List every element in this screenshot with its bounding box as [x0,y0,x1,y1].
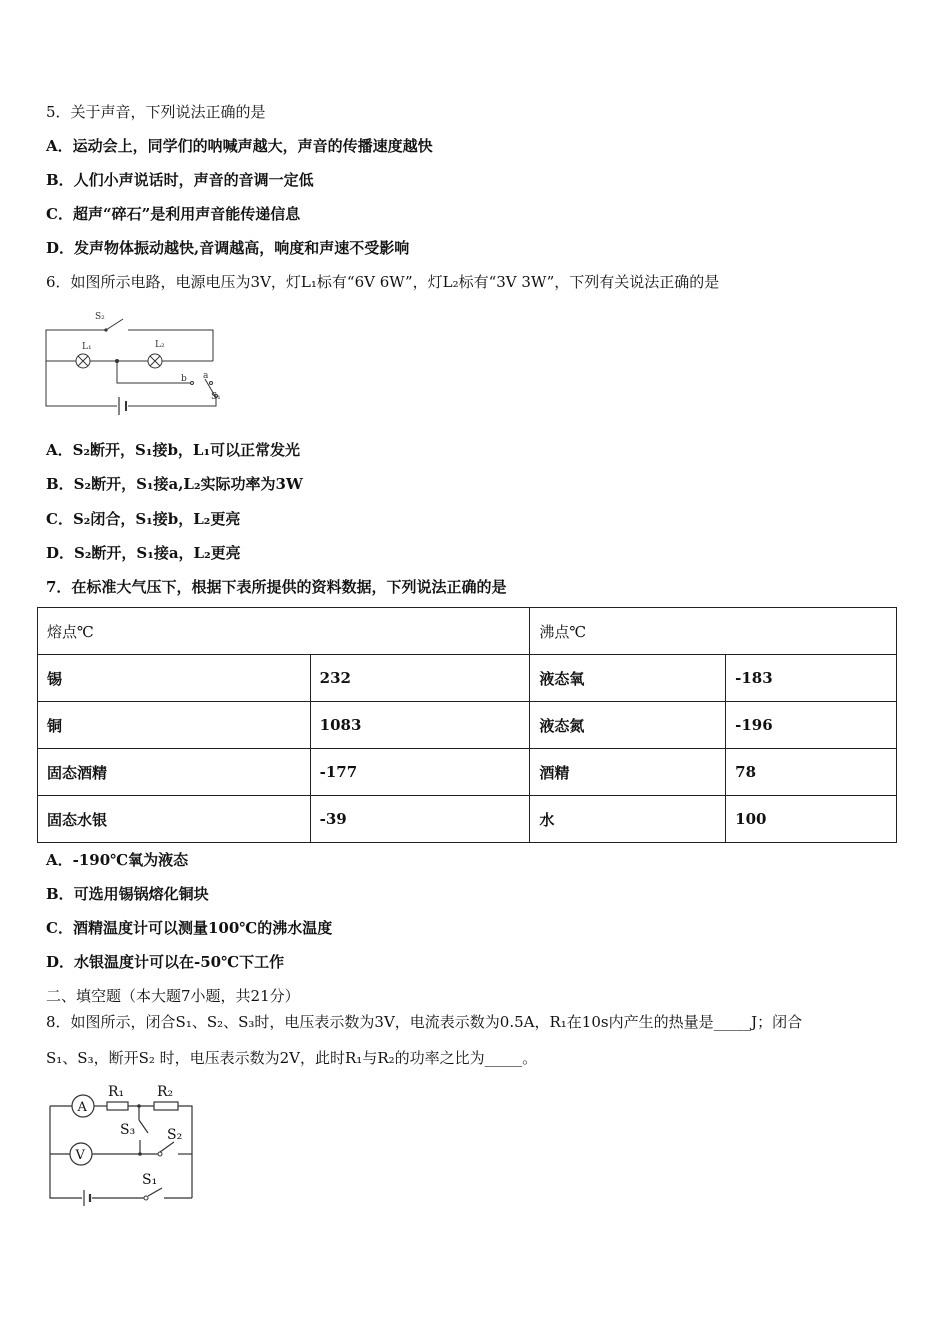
q7-option-d: D．水银温度计可以在-50℃下工作 [46,953,285,971]
q6-option-c: C．S₂闭合，S₁接b，L₂更亮 [46,510,241,528]
q6-label-l1: L₁ [82,342,92,352]
q6-option-b: B．S₂断开，S₁接a,L₂实际功率为3W [46,475,303,493]
table-cell: 78 [726,749,897,796]
table-cell: 水 [530,796,726,843]
q5-option-a: A．运动会上，同学们的呐喊声越大，声音的传播速度越快 [46,137,433,155]
q6-stem: 6．如图所示电路，电源电压为3V，灯L₁标有“6V 6W”，灯L₂标有“3V 3W”，下列有关说法正确的是 [46,273,720,291]
q8-line-1: 8．如图所示，闭合S₁、S₂、S₃时，电压表示数为3V，电流表示数为0.5A，R₁在10s内产生的热量是_____J；闭合 [46,1013,803,1031]
q6-option-a: A．S₂断开，S₁接b，L₁可以正常发光 [46,441,301,459]
table-cell: -39 [310,796,530,843]
q6-label-s2: S₂ [95,312,105,322]
table-cell: 液态氧 [530,655,726,702]
table-header-melting: 熔点℃ [38,608,530,655]
table-cell: 锡 [38,655,311,702]
q5-option-c: C．超声“碎石”是利用声音能传递信息 [46,205,301,223]
q7-option-b: B．可选用锡锅熔化铜块 [46,885,209,903]
q8-voltmeter-icon [70,1143,92,1165]
q8-label-ammeter: A [77,1100,87,1115]
q6-label-l2: L₂ [155,340,165,350]
q7-option-c: C．酒精温度计可以测量100℃的沸水温度 [46,919,333,937]
q8-resistor-r2-icon [154,1102,178,1110]
q8-resistor-r1-icon [107,1102,128,1110]
q6-label-s1: S₁ [211,392,221,402]
q6-label-a: a [203,371,209,381]
table-cell: -183 [726,655,897,702]
section-title-fill-in: 二、填空题（本大题7小题，共21分） [46,987,300,1005]
q8-line-2: S₁、S₃，断开S₂ 时，电压表示数为2V，此时R₁与R₂的功率之比为_____。 [46,1049,538,1067]
q6-circuit-diagram [40,306,230,424]
table-row [38,608,897,655]
q5-stem: 5．关于声音，下列说法正确的是 [46,103,266,121]
table-cell: 固态酒精 [38,749,311,796]
table-cell: 固态水银 [38,796,311,843]
q6-option-d: D．S₂断开，S₁接a，L₂更亮 [46,544,241,562]
q8-label-s2: S₂ [167,1127,183,1143]
q8-label-r1: R₁ [108,1084,125,1100]
q8-label-voltmeter: V [75,1148,85,1163]
table-cell: -196 [726,702,897,749]
q8-battery-icon [84,1190,90,1206]
table-header-boiling: 沸点℃ [530,608,897,655]
q6-lamp-l2-icon [148,354,162,368]
q6-label-b: b [181,374,187,384]
table-cell: 1083 [310,702,530,749]
q6-lamp-l1-icon [76,354,90,368]
q6-battery-icon [119,397,126,415]
q7-data-table [37,607,897,843]
table-cell: 232 [310,655,530,702]
q8-ammeter-icon [72,1095,94,1117]
q8-circuit-diagram [44,1078,204,1210]
table-row [38,796,897,843]
q7-stem: 7．在标准大气压下，根据下表所提供的资料数据，下列说法正确的是 [46,578,507,596]
table-cell: 铜 [38,702,311,749]
table-row [38,655,897,702]
q7-option-a: A．-190℃氧为液态 [46,851,189,869]
table-cell: -177 [310,749,530,796]
table-cell: 液态氮 [530,702,726,749]
q8-label-s3: S₃ [120,1122,136,1138]
table-row [38,702,897,749]
table-row [38,749,897,796]
q8-label-r2: R₂ [157,1084,174,1100]
table-cell: 100 [726,796,897,843]
q8-label-s1: S₁ [142,1172,158,1188]
q5-option-b: B．人们小声说话时，声音的音调一定低 [46,171,314,189]
q5-option-d: D．发声物体振动越快,音调越高，响度和声速不受影响 [46,239,410,257]
table-cell: 酒精 [530,749,726,796]
